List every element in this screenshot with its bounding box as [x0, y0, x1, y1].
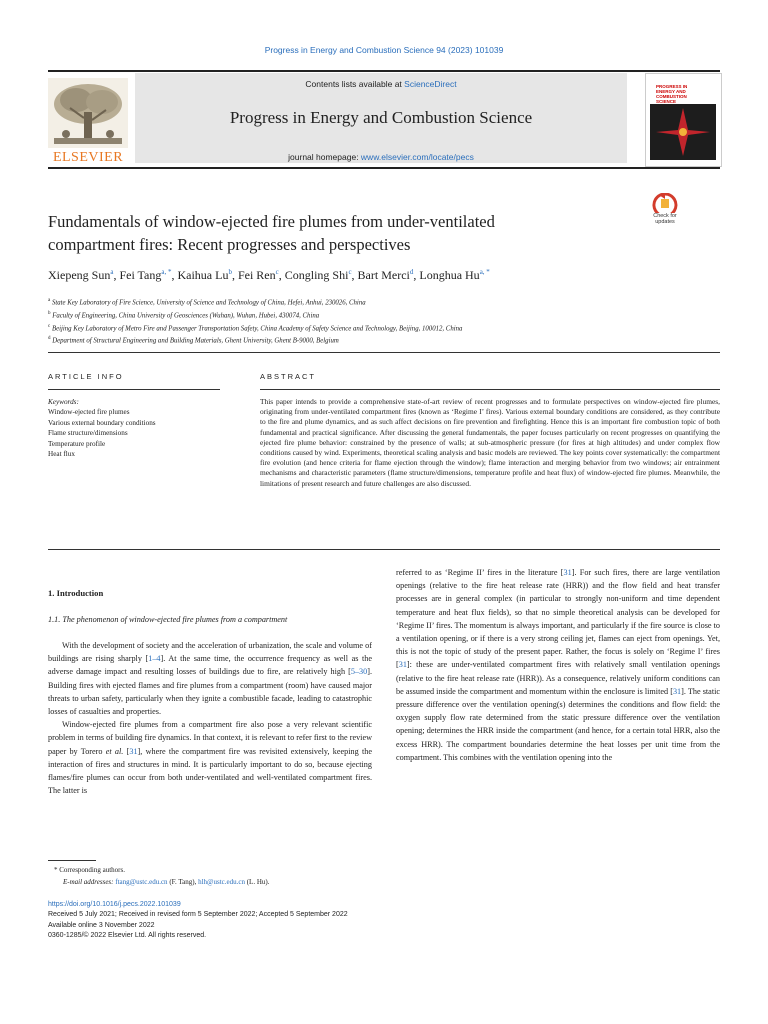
author-name[interactable]: Kaihua Lu$^b$: [177, 268, 232, 282]
body-top-rule: [48, 549, 720, 550]
header-bottom-rule: [48, 167, 720, 169]
sciencedirect-link[interactable]: ScienceDirect: [404, 79, 457, 89]
author-list: Xiepeng Sun$^a$, Fei Tang$^{a, *}$, Kaihua Lu$^b$, Fei Ren$^c$, Congling Shi$^c$, Bart Merci$^d$, Longhua $Hu^{a, *}$: [48, 268, 490, 282]
elsevier-wordmark: ELSEVIER: [52, 150, 124, 165]
received-dates: Received 5 July 2021; Received in revised form 5 September 2022; Accepted 5 September 2022: [48, 911, 348, 919]
keyword-item: Window-ejected fire plumes: [48, 408, 130, 417]
article-metadata: [48, 900, 720, 942]
check-for-updates-icon[interactable]: [652, 193, 678, 213]
citation-1-4[interactable]: 1–4: [148, 654, 161, 664]
author-affiliation-marker[interactable]: c: [275, 268, 279, 276]
contents-line: [135, 79, 627, 89]
homepage-prefix: journal homepage:: [288, 152, 361, 162]
citation-31-a[interactable]: 31: [563, 568, 572, 577]
footnotes: [54, 864, 454, 888]
email-addresses: E-mail addresses: ftang@ustc.edu.cn (F. Tang), hlh@ustc.edu.cn (L. Hu).: [63, 878, 270, 886]
keywords-heading: Keywords:: [48, 398, 79, 406]
doi-link[interactable]: https://doi.org/10.1016/j.pecs.2022.101039: [48, 901, 181, 908]
affiliation-item: $^d$ Department of Structural Engineering and Building Materials, Ghent University, Ghent B-9000, Belgium: [48, 336, 339, 345]
journal-title: Progress in Energy and Combustion Science: [229, 108, 533, 127]
header-top-rule: [48, 70, 720, 72]
abstract-label: ABSTRACT: [260, 372, 317, 381]
author-affiliation-marker[interactable]: a, *: [479, 268, 490, 276]
section-heading-introduction: 1. Introduction: [48, 588, 104, 598]
right-column-text: [396, 566, 720, 764]
cover-artwork: [650, 104, 716, 160]
article-info-label: ARTICLE INFO: [48, 372, 124, 381]
keyword-item: Heat flux: [48, 450, 75, 459]
available-online: Available online 3 November 2022: [48, 921, 155, 929]
check-for-updates-label[interactable]: Check for updates: [653, 213, 677, 225]
intro-paragraph-2: Window-ejected fire plumes from a compartment fire also pose a very relevant scientific problem in terms of building fire dynamics. In that context, it is relevant to refer first to the review paper by Torero et al. [31], where the compartment fire was revisited extensively, keeping the interaction of fires and structures in mind. It is particularly important to do so, because ejecting flames/fire plumes can occur from both under-ventilated and well-ventilated compartment fires. The latter is: [48, 720, 372, 796]
cover-title: PROGRESS IN ENERGY AND COMBUSTION SCIENCE: [656, 84, 688, 104]
article-info-rule: [48, 389, 220, 390]
footnote-rule: [48, 860, 96, 861]
copyright: 0360-1285/© 2022 Elsevier Ltd. All rights reserved.: [48, 932, 207, 940]
keyword-item: Temperature profile: [48, 439, 106, 448]
author-affiliation-marker[interactable]: a: [110, 268, 114, 276]
affiliation-list: [48, 296, 728, 347]
contents-prefix: Contents lists available at: [305, 79, 405, 89]
author-name[interactable]: Fei Tang$^{a, *}$: [119, 268, 172, 282]
author-name[interactable]: Bart Merci$^d$: [357, 268, 414, 282]
affiliation-item: $^b$ Faculty of Engineering, China University of Geosciences (Wuhan), Wuhan, Hubei, 430074, China: [48, 310, 320, 320]
author-name[interactable]: Congling Shi$^c$: [284, 268, 352, 282]
author-affiliation-marker[interactable]: c: [348, 268, 352, 276]
article-info-top-rule: [48, 352, 720, 353]
author-name[interactable]: Fei Ren$^c$: [237, 268, 279, 282]
corresponding-authors-note: * Corresponding authors.: [54, 866, 125, 874]
email-link-ftang[interactable]: ftang@ustc.edu.cn: [115, 878, 168, 886]
keyword-item: Flame structure/dimensions: [48, 429, 128, 438]
left-column-text: [48, 639, 372, 797]
citation-31-c[interactable]: 31: [672, 686, 682, 696]
journal-cover-thumbnail[interactable]: [645, 73, 722, 167]
citation-31-b[interactable]: 31: [398, 660, 407, 670]
citation-31[interactable]: 31: [129, 746, 138, 756]
homepage-line: [135, 152, 627, 162]
author-name[interactable]: Xiepeng Sun$^a$: [48, 268, 114, 282]
affiliation-item: $^a$ State Key Laboratory of Fire Science, University of Science and Technology of China, Hefei, Anhui, 230026, China: [48, 298, 366, 307]
author-affiliation-marker[interactable]: d: [409, 268, 414, 276]
journal-citation-link[interactable]: Progress in Energy and Combustion Science 94 (2023) 101039: [264, 45, 504, 55]
abstract-text: This paper intends to provide a comprehensive state-of-art review of recent progresses and to formulate perspectives on window-ejected fire plumes, originating from under-ventilated compartment fires (known as ‘Regime I’ fires). Various external boundary conditions are considered, as they contribute to the fire and plume dynamics, and as such affect decisions on fire prevention and firefighting. Hence this is an important fire combustion topic of both fundamental and practical significance. After discussing the general fundamentals, the paper focuses particularly on recent progresses on quantifying the ejected fire plume behavior: constrained by the presence of walls; at sub-atmospheric pressure (for fires at high altitudes) and under complex flow conditions caused by wind. Experiments, theoretical scaling analysis and basic models are reviewed. The key points cover systematically: the compartment fire evolution (and hence criteria for flame ejection through the window); flame interaction and merging behavior from two windows; air entrainment mechanisms and characteristic parameters (flame structure/dimensions, temperature profile and heat flux) of window-ejected fire plumes. Meanwhile, the limitations of present research and future challenges are also discussed.: [260, 397, 720, 488]
keywords-block: [48, 397, 223, 459]
author-affiliation-marker[interactable]: b: [228, 268, 232, 276]
author-affiliation-marker[interactable]: a, *: [161, 268, 172, 276]
author-name[interactable]: Longhua $Hu^{a, *}$: [419, 268, 490, 282]
paper-title-line-2: compartment fires: Recent progresses and perspectives: [48, 235, 411, 254]
intro-paragraph-3: referred to as ‘Regime II’ fires in the literature [31]. For such fires, there are large ventilation openings (relative to the fire heat release rate (HRR)) and the flow field and heat transfer processes are in general complex (in particular to strongly non-uniform and time dependent temperature and heat flux fields), so that no simple theoretical analysis can be developed for ‘Regime II’ fires. The momentum is always important, and particularly if the fire source is close to a ventilation opening, or if there is a very strong ceiling jet, flames can eject from openings. Yet, this is not the topic of study of the present paper. Rather, the focus is solely on ‘Regime I’ fires [31]: these are under-ventilated compartment fires with relatively small ventilation openings (relative to the fire heat release rate (HRR)). As a consequence, relatively uniform conditions can be assumed inside the compartment and momentum within the enclosure is limited [31]. The static pressure difference over the ventilation opening(s) determines the conditions and flow field: the oxygen supply flow rate determined from the static pressure difference over the ventilation opening; determines the HRR inside the compartment (and hence, for a certain total HRR, also the excess HRR). The compartment boundaries determine the heat losses per unit time from the compartment. This combines with the ventilation opening into the: [396, 568, 720, 762]
abstract-rule: [260, 389, 720, 390]
keyword-item: Various external boundary conditions: [48, 418, 156, 427]
intro-paragraph-1: With the development of society and the acceleration of urbanization, the scale and volume of buildings are rising sharply [1–4]. At the same time, the occurrence frequency as well as the adverse damage impact and resulting losses of buildings due to fire, are relatively high [5–30]. Building fires with ejected flames and fire plumes from a compartment (room) have caused major threats to urban safety, particularly when they ignite a combustible facade, leading to catastrophic losses of casualties and properties.: [48, 641, 373, 717]
paper-title-line-1: Fundamentals of window-ejected fire plumes from under-ventilated: [48, 212, 495, 231]
citation-5-30[interactable]: 5–30: [350, 667, 368, 677]
affiliation-item: $^c$ Beijing Key Laboratory of Metro Fire and Passenger Transportation Safety, China Academy of Safety Science and Technology, Beijing, 100012, China: [48, 323, 463, 332]
subsection-heading: 1.1. The phenomenon of window-ejected fire plumes from a compartment: [48, 615, 288, 624]
journal-homepage-link[interactable]: www.elsevier.com/locate/pecs: [360, 152, 474, 162]
email-link-hlh[interactable]: hlh@ustc.edu.cn: [198, 878, 245, 886]
paper-title: [48, 210, 628, 256]
